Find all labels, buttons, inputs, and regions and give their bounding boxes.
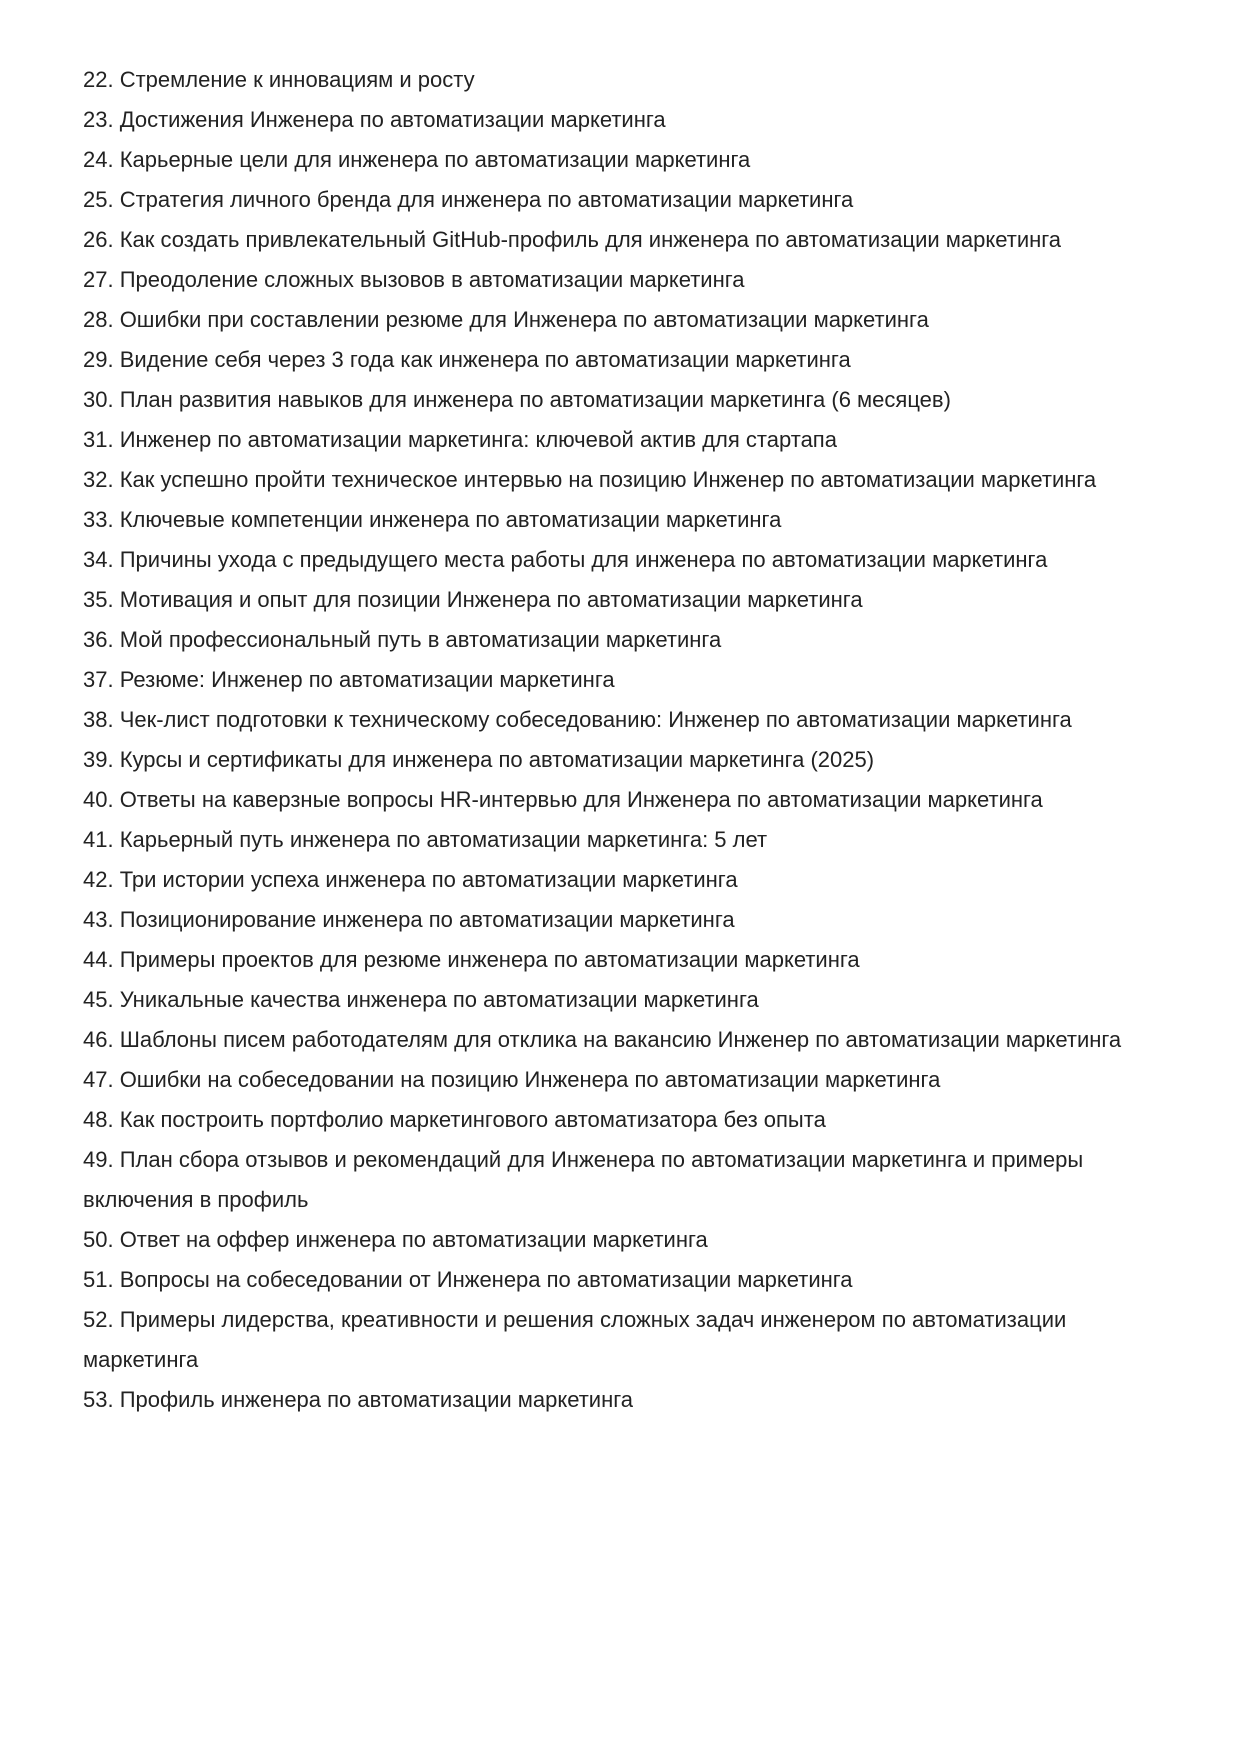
list-item: 30. План развития навыков для инженера по автоматизации маркетинга (6 месяцев) <box>83 387 951 412</box>
list-item: 51. Вопросы на собеседовании от Инженера по автоматизации маркетинга <box>83 1267 853 1292</box>
list-item: 47. Ошибки на собеседовании на позицию Инженера по автоматизации маркетинга <box>83 1067 941 1092</box>
list-item: 48. Как построить портфолио маркетингового автоматизатора без опыта <box>83 1107 826 1132</box>
list-item: 25. Стратегия личного бренда для инженера по автоматизации маркетинга <box>83 187 854 212</box>
list-item: 29. Видение себя через 3 года как инженера по автоматизации маркетинга <box>83 347 851 372</box>
list-item: 46. Шаблоны писем работодателям для отклика на вакансию Инженер по автоматизации маркетинга <box>83 1027 1122 1052</box>
list-item: 22. Стремление к инновациям и росту <box>83 67 475 92</box>
list-item: 50. Ответ на оффер инженера по автоматизации маркетинга <box>83 1227 708 1252</box>
list-item: 27. Преодоление сложных вызовов в автоматизации маркетинга <box>83 267 745 292</box>
list-item: 39. Курсы и сертификаты для инженера по автоматизации маркетинга (2025) <box>83 747 875 772</box>
list-item: 34. Причины ухода с предыдущего места работы для инженера по автоматизации маркетинга <box>83 547 1048 572</box>
list-item: 26. Как создать привлекательный GitHub-профиль для инженера по автоматизации маркетинга <box>83 227 1062 252</box>
list-item: 52. Примеры лидерства, креативности и решения сложных задач инженером по автоматизации маркетинга <box>83 1307 1067 1372</box>
list-item: 36. Мой профессиональный путь в автоматизации маркетинга <box>83 627 722 652</box>
list-item: 53. Профиль инженера по автоматизации маркетинга <box>83 1387 634 1412</box>
list-item: 33. Ключевые компетенции инженера по автоматизации маркетинга <box>83 507 782 532</box>
list-item: 32. Как успешно пройти техническое интервью на позицию Инженер по автоматизации маркетинга <box>83 467 1097 492</box>
list-item: 45. Уникальные качества инженера по автоматизации маркетинга <box>83 987 759 1012</box>
list-item: 38. Чек-лист подготовки к техническому собеседованию: Инженер по автоматизации маркетинга <box>83 707 1072 732</box>
topic-list <box>83 60 1128 1420</box>
list-item: 43. Позиционирование инженера по автоматизации маркетинга <box>83 907 735 932</box>
list-item: 24. Карьерные цели для инженера по автоматизации маркетинга <box>83 147 751 172</box>
list-item: 37. Резюме: Инженер по автоматизации маркетинга <box>83 667 615 692</box>
list-item: 23. Достижения Инженера по автоматизации маркетинга <box>83 107 666 132</box>
list-item: 28. Ошибки при составлении резюме для Инженера по автоматизации маркетинга <box>83 307 929 332</box>
list-item: 41. Карьерный путь инженера по автоматизации маркетинга: 5 лет <box>83 827 768 852</box>
list-item: 35. Мотивация и опыт для позиции Инженера по автоматизации маркетинга <box>83 587 863 612</box>
list-item: 40. Ответы на каверзные вопросы HR-интервью для Инженера по автоматизации маркетинга <box>83 787 1043 812</box>
list-item: 44. Примеры проектов для резюме инженера по автоматизации маркетинга <box>83 947 860 972</box>
list-item: 31. Инженер по автоматизации маркетинга: ключевой актив для стартапа <box>83 427 837 452</box>
list-item: 42. Три истории успеха инженера по автоматизации маркетинга <box>83 867 738 892</box>
list-item: 49. План сбора отзывов и рекомендаций для Инженера по автоматизации маркетинга и примеры включения в профиль <box>83 1147 1084 1212</box>
